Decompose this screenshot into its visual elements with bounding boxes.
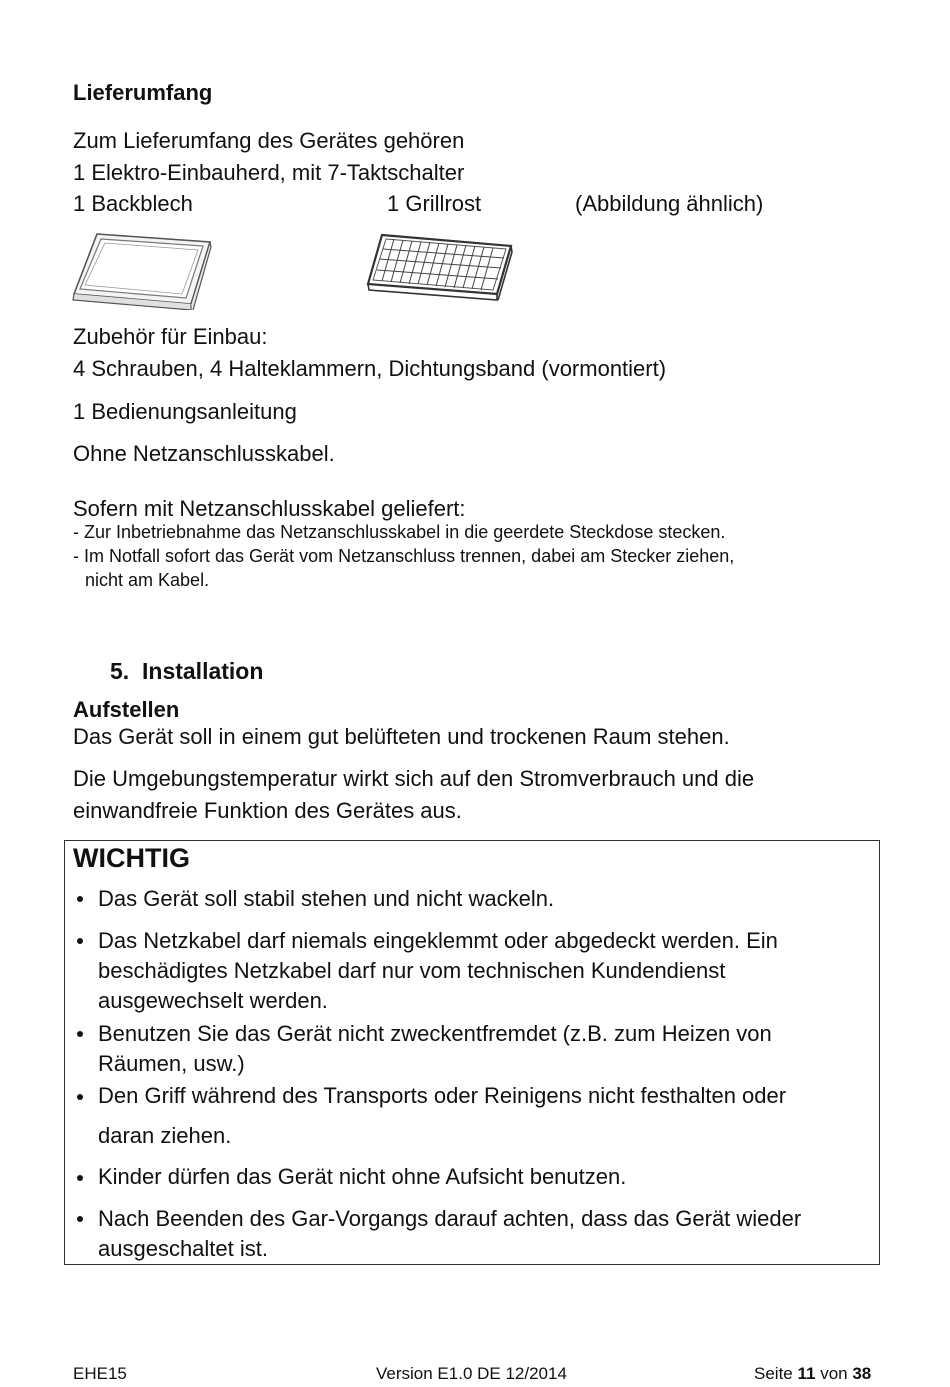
- delivery-item-grill: 1 Grillrost: [387, 191, 482, 216]
- no-cable-note: Ohne Netzanschlusskabel.: [73, 441, 335, 466]
- setup-para-2-line2: einwandfreie Funktion des Gerätes aus.: [73, 798, 462, 823]
- bullet-icon: [77, 938, 83, 944]
- delivery-heading: Lieferumfang: [73, 80, 213, 105]
- warning-bullet-4-cont: daran ziehen.: [98, 1123, 232, 1148]
- cable-intro: Sofern mit Netzanschlusskabel geliefert:: [73, 496, 466, 521]
- warning-bullet-2: Das Netzkabel darf niemals eingeklemmt oder abgedeckt werden. Ein: [98, 928, 778, 953]
- baking-tray-icon: [70, 228, 215, 310]
- cable-note-2: - Im Notfall sofort das Gerät vom Netzanschluss trennen, dabei am Stecker ziehen,: [73, 546, 735, 566]
- bullet-icon: [77, 1216, 83, 1222]
- cable-note-2-cont: nicht am Kabel.: [85, 570, 210, 590]
- warning-bullet-2-cont: beschädigtes Netzkabel darf nur vom technischen Kundendienst: [98, 958, 726, 983]
- footer-model: EHE15: [73, 1364, 127, 1383]
- section-title: Installation: [142, 658, 264, 684]
- footer-page-current: 11: [797, 1364, 816, 1383]
- delivery-intro: Zum Lieferumfang des Gerätes gehören: [73, 128, 465, 153]
- bullet-icon: [77, 896, 83, 902]
- warning-bullet-4: Den Griff während des Transports oder Reinigens nicht festhalten oder: [98, 1083, 787, 1108]
- accessories-items: 4 Schrauben, 4 Halteklammern, Dichtungsband (vormontiert): [73, 356, 667, 381]
- warning-bullet-1: Das Gerät soll stabil stehen und nicht wackeln.: [98, 886, 555, 911]
- image-note: (Abbildung ähnlich): [575, 191, 764, 216]
- footer-page-total: 38: [852, 1364, 872, 1383]
- footer-version: Version E1.0 DE 12/2014: [376, 1364, 567, 1383]
- accessories-title: Zubehör für Einbau:: [73, 324, 268, 349]
- warning-bullet-6-cont: ausgeschaltet ist.: [98, 1236, 268, 1261]
- bullet-icon: [77, 1031, 83, 1037]
- setup-para-2-line1: Die Umgebungstemperatur wirkt sich auf den Stromverbrauch und die: [73, 766, 755, 791]
- warning-title: WICHTIG: [73, 843, 190, 873]
- manual-item: 1 Bedienungsanleitung: [73, 399, 297, 424]
- bullet-icon: [77, 1175, 83, 1181]
- warning-bullet-3-cont: Räumen, usw.): [98, 1051, 245, 1076]
- warning-bullet-2-cont: ausgewechselt werden.: [98, 988, 328, 1013]
- delivery-item-oven: 1 Elektro-Einbauherd, mit 7-Taktschalter: [73, 160, 465, 185]
- subheading-setup: Aufstellen: [73, 697, 180, 722]
- grill-rack-icon: [365, 232, 513, 302]
- setup-para-1: Das Gerät soll in einem gut belüfteten und trockenen Raum stehen.: [73, 724, 730, 749]
- delivery-item-tray: 1 Backblech: [73, 191, 193, 216]
- warning-bullet-5: Kinder dürfen das Gerät nicht ohne Aufsicht benutzen.: [98, 1164, 627, 1189]
- warning-bullet-3: Benutzen Sie das Gerät nicht zweckentfremdet (z.B. zum Heizen von: [98, 1021, 772, 1046]
- footer-page-number: [754, 1364, 871, 1384]
- bullet-icon: [77, 1094, 83, 1100]
- footer-page-mid: von: [815, 1364, 853, 1383]
- warning-bullet-6: Nach Beenden des Gar-Vorgangs darauf achten, dass das Gerät wieder: [98, 1206, 802, 1231]
- footer-page-prefix: Seite: [754, 1364, 798, 1383]
- cable-note-1: - Zur Inbetriebnahme das Netzanschlusskabel in die geerdete Steckdose stecken.: [73, 522, 726, 542]
- section-number: 5.: [110, 658, 130, 684]
